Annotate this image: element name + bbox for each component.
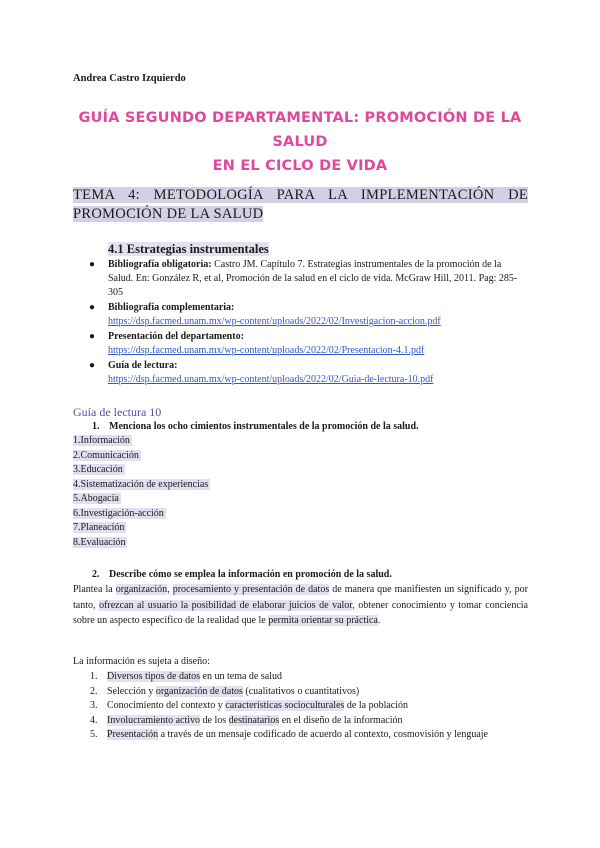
question-2: 2. Describe cómo se emplea la información en promoción de la salud. — [92, 569, 392, 580]
reading-guide-title: Guía de lectura 10 — [73, 405, 162, 419]
topic-heading — [73, 186, 528, 224]
list-item: 4.Sistematización de experiencias — [73, 478, 209, 490]
list-item: 7.Planeación — [73, 522, 125, 533]
section-title: 4.1 Estrategias instrumentales — [108, 242, 269, 256]
bullet-icon: ● — [89, 360, 96, 371]
list-item: 1. Diversos tipos de datos en un tema de salud — [90, 671, 282, 682]
document-title — [60, 106, 540, 178]
author-name: Andrea Castro Izquierdo — [73, 73, 186, 84]
list-item: 6.Investigación-acción — [73, 507, 164, 519]
list-item — [80, 359, 526, 387]
bullet-text: Castro JM. Capítulo 7. Estrategias instrumentales de la promoción de la Salud. En: González R, et al, Promoción de la salud en el ciclo de vida. McGraw Hill, 2011. Pag: 285-305 — [108, 259, 518, 298]
question-2-text: Describe cómo se emplea la información en promoción de la salud. — [109, 569, 392, 580]
link-presentacion[interactable]: https://dsp.facmed.unam.mx/wp-content/uploads/2022/02/Presentacion-4.1.pdf — [108, 345, 425, 356]
bullet-icon: ● — [89, 259, 96, 270]
bullet-label: Bibliografía obligatoria: — [108, 259, 212, 270]
list-item: 1.Información — [73, 435, 130, 446]
list-item — [80, 258, 526, 300]
link-guia-lectura[interactable]: https://dsp.facmed.unam.mx/wp-content/uploads/2022/02/Guia-de-lectura-10.pdf — [108, 374, 434, 385]
bullet-label: Bibliografía complementaria: — [108, 302, 235, 313]
list-item: 4. Involucramiento activo de los destinatarios en el diseño de la información — [90, 714, 403, 726]
list-item — [80, 330, 526, 358]
topic-heading-text: TEMA 4: METODOLOGÍA PARA LA IMPLEMENTACIÓN DE PROMOCIÓN DE LA SALUD — [73, 187, 528, 222]
design-list — [73, 670, 528, 743]
list-item: 3. Conocimiento del contexto y características socioculturales de la población — [90, 700, 409, 711]
link-investigacion-accion[interactable]: https://dsp.facmed.unam.mx/wp-content/uploads/2022/02/Investigacion-accion.pdf — [108, 316, 441, 327]
bullet-label: Presentación del departamento: — [108, 331, 244, 342]
answer-paragraph: Plantea la organización, procesamiento y presentación de datos de manera que manifiesten un significado y, por tanto, ofrezcan al usuario la posibilidad de elaborar juicios de valor, obtener conocimiento y tomar conciencia sobre un aspecto específico de la realidad que le permita orientar su práctica. — [73, 584, 529, 626]
list-item: 2. Selección y organización de datos (cualitativos o cuantitativos) — [90, 685, 360, 697]
cimientos-list — [73, 434, 210, 550]
bullet-icon: ● — [89, 331, 96, 342]
title-line-2: EN EL CICLO DE VIDA — [212, 158, 388, 174]
title-line-1: GUÍA SEGUNDO DEPARTAMENTAL: PROMOCIÓN DE LA SALUD — [78, 110, 522, 150]
list-item: 2.Comunicación — [73, 449, 139, 461]
question-1: 1. Menciona los ocho cimientos instrumentales de la promoción de la salud. — [92, 421, 419, 432]
bibliography-list — [80, 258, 526, 388]
list-item — [80, 301, 526, 329]
question-1-text: Menciona los ocho cimientos instrumentales de la promoción de la salud. — [109, 421, 419, 432]
list-item: 3.Educación — [73, 464, 123, 475]
bullet-icon: ● — [89, 302, 96, 313]
bullet-label: Guía de lectura: — [108, 360, 178, 371]
list-item: 5. Presentación a través de un mensaje codificado de acuerdo al contexto, cosmovisión y lenguaje — [90, 729, 488, 740]
list-item: 5.Abogacía — [73, 493, 119, 504]
design-intro: La información es sujeta a diseño: — [73, 656, 210, 667]
list-item: 8.Evaluación — [73, 536, 126, 548]
